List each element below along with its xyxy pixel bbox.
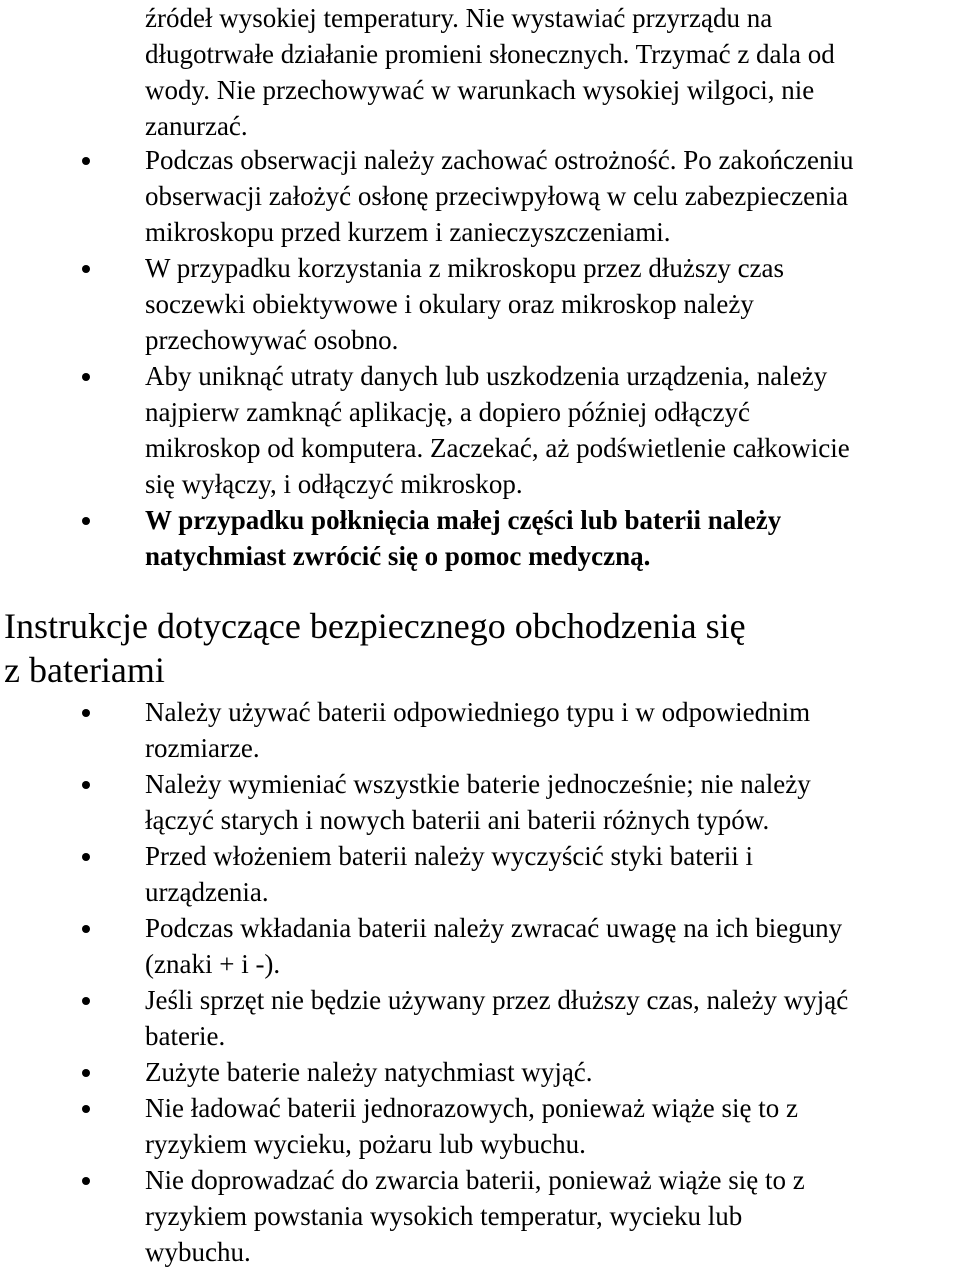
bullet-icon bbox=[82, 373, 90, 381]
bullet-icon bbox=[82, 517, 90, 525]
list-item-line: natychmiast zwrócić się o pomoc medyczną. bbox=[145, 541, 651, 571]
list-item-line: W przypadku korzystania z mikroskopu przez dłuższy czas bbox=[145, 253, 785, 283]
continuation-line: długotrwałe działanie promieni słonecznych. Trzymać z dala od bbox=[145, 39, 835, 69]
list-item bbox=[145, 250, 955, 358]
list-item bbox=[145, 838, 955, 910]
list-item-line: przechowywać osobno. bbox=[145, 325, 399, 355]
list-item-line: Aby uniknąć utraty danych lub uszkodzenia urządzenia, należy bbox=[145, 361, 828, 391]
list-item-line: ryzykiem powstania wysokich temperatur, wycieku lub bbox=[145, 1201, 743, 1231]
bullet-icon bbox=[82, 157, 90, 165]
list-item-line: Zużyte baterie należy natychmiast wyjąć. bbox=[145, 1057, 593, 1087]
list-item-line: rozmiarze. bbox=[145, 733, 260, 763]
heading-line: Instrukcje dotyczące bezpiecznego obchodzenia się bbox=[4, 606, 746, 646]
bullet-icon bbox=[82, 925, 90, 933]
list-item-line: wybuchu. bbox=[145, 1237, 251, 1267]
continuation-line: źródeł wysokiej temperatury. Nie wystawiać przyrządu na bbox=[145, 3, 773, 33]
list-item-line: Nie ładować baterii jednorazowych, ponieważ wiąże się to z bbox=[145, 1093, 798, 1123]
list-item bbox=[145, 910, 955, 982]
list-item bbox=[145, 1162, 955, 1270]
heading-line: z bateriami bbox=[4, 650, 165, 690]
bullet-icon bbox=[82, 997, 90, 1005]
bullet-icon bbox=[82, 1105, 90, 1113]
list-item bbox=[145, 358, 955, 502]
section-heading bbox=[4, 604, 944, 692]
list-item-line: Należy używać baterii odpowiedniego typu i w odpowiednim bbox=[145, 697, 811, 727]
safety-bullet-list bbox=[145, 142, 955, 574]
list-item-line: się wyłączy, i odłączyć mikroskop. bbox=[145, 469, 523, 499]
list-item-line: soczewki obiektywowe i okulary oraz mikroskop należy bbox=[145, 289, 754, 319]
continuation-line: zanurzać. bbox=[145, 111, 248, 141]
bullet-icon bbox=[82, 781, 90, 789]
list-item-warning bbox=[145, 502, 955, 574]
list-item-line: Podczas obserwacji należy zachować ostrożność. Po zakończeniu bbox=[145, 145, 854, 175]
list-item-line: Przed włożeniem baterii należy wyczyścić styki baterii i bbox=[145, 841, 754, 871]
list-item-line: Nie doprowadzać do zwarcia baterii, ponieważ wiąże się to z bbox=[145, 1165, 805, 1195]
list-item bbox=[145, 142, 955, 250]
list-item-line: najpierw zamknąć aplikację, a dopiero później odłączyć bbox=[145, 397, 750, 427]
battery-bullet-list bbox=[145, 694, 955, 1270]
list-item-line: Jeśli sprzęt nie będzie używany przez dłuższy czas, należy wyjąć bbox=[145, 985, 849, 1015]
bullet-icon bbox=[82, 1177, 90, 1185]
list-item bbox=[145, 766, 955, 838]
list-item-line: mikroskopu przed kurzem i zanieczyszczeniami. bbox=[145, 217, 671, 247]
bullet-icon bbox=[82, 853, 90, 861]
list-item-line: obserwacji założyć osłonę przeciwpyłową w celu zabezpieczenia bbox=[145, 181, 849, 211]
bullet-icon bbox=[82, 265, 90, 273]
list-item-line: urządzenia. bbox=[145, 877, 269, 907]
list-item bbox=[145, 1054, 955, 1090]
bullet-icon bbox=[82, 1069, 90, 1077]
bullet-icon bbox=[82, 709, 90, 717]
list-item-line: łączyć starych i nowych baterii ani baterii różnych typów. bbox=[145, 805, 770, 835]
list-item-line: baterie. bbox=[145, 1021, 226, 1051]
list-item bbox=[145, 1090, 955, 1162]
list-item-line: (znaki + i -). bbox=[145, 949, 281, 979]
list-item-line: Należy wymieniać wszystkie baterie jednocześnie; nie należy bbox=[145, 769, 811, 799]
continuation-line: wody. Nie przechowywać w warunkach wysokiej wilgoci, nie bbox=[145, 75, 815, 105]
list-item bbox=[145, 982, 955, 1054]
continuation-paragraph bbox=[145, 0, 945, 144]
list-item-line: W przypadku połknięcia małej części lub baterii należy bbox=[145, 505, 782, 535]
list-item-line: mikroskop od komputera. Zaczekać, aż podświetlenie całkowicie bbox=[145, 433, 850, 463]
list-item bbox=[145, 694, 955, 766]
list-item-line: ryzykiem wycieku, pożaru lub wybuchu. bbox=[145, 1129, 586, 1159]
list-item-line: Podczas wkładania baterii należy zwracać uwagę na ich bieguny bbox=[145, 913, 843, 943]
